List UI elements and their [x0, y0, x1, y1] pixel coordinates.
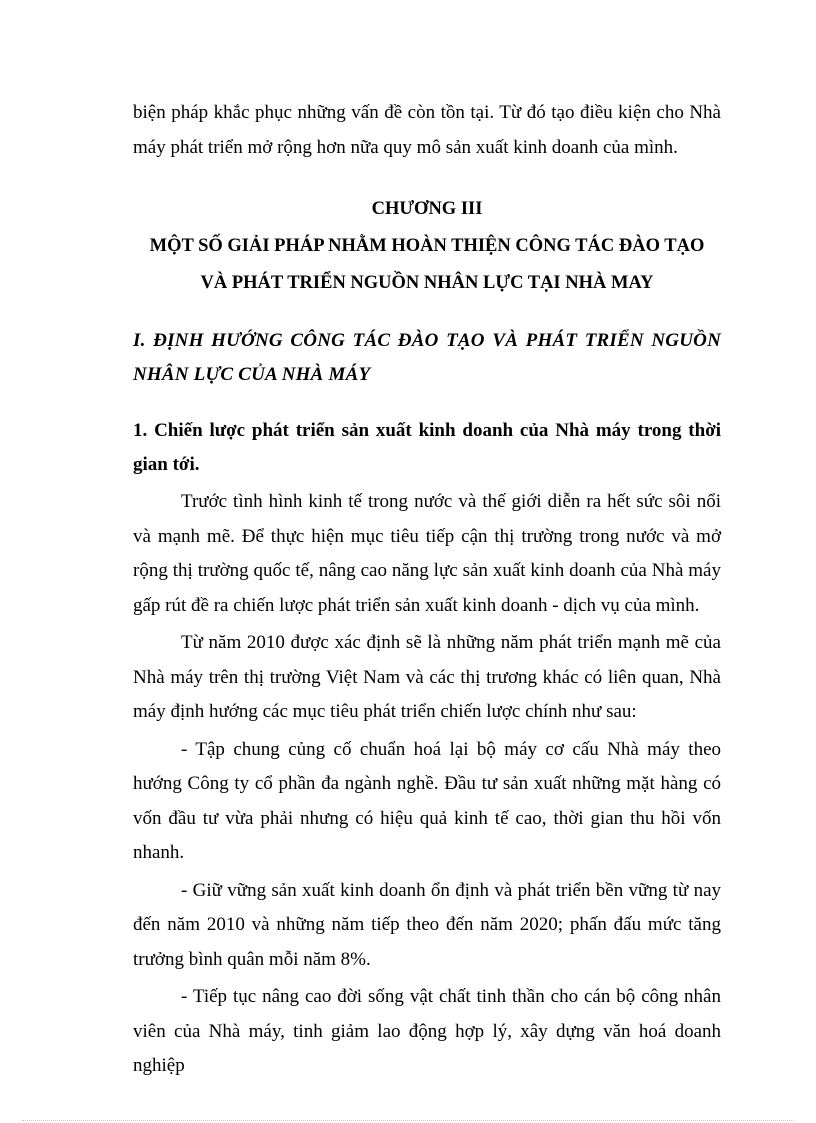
chapter-number: CHƯƠNG III [371, 199, 483, 219]
body-paragraph: - Giữ vững sản xuất kinh doanh ổn định và phát triển bền vững từ nay đến năm 2010 và những năm tiếp theo đến năm 2020; phấn đấu mức tăng trưởng bình quân mỗi năm 8%. [133, 879, 721, 970]
body-paragraph: - Tập chung củng cố chuẩn hoá lại bộ máy cơ cấu Nhà máy theo hướng Công ty cổ phần đa ngành nghề. Đầu tư sản xuất những mặt hàng có vốn đầu tư vừa phải nhưng có hiệu quả kinh tế cao, thời gian thu hồi vốn nhanh. [133, 738, 721, 863]
body-paragraph: Trước tình hình kinh tế trong nước và thế giới diễn ra hết sức sôi nổi và mạnh mẽ. Để thực hiện mục tiêu tiếp cận thị trường trong nước và mở rộng thị trường quốc tế, nâng cao năng lực sản xuất kinh doanh của Nhà máy gấp rút đề ra chiến lược phát triển sản xuất kinh doanh - dịch vụ của mình. [133, 491, 721, 616]
page-bottom-divider [22, 1120, 794, 1121]
body-paragraph: - Tiếp tục nâng cao đời sống vật chất tinh thần cho cán bộ công nhân viên của Nhà máy, tinh giảm lao động hợp lý, xây dựng văn hoá doanh nghiệp [133, 986, 721, 1076]
page-content [133, 96, 721, 1084]
intro-paragraph: biện pháp khắc phục những vấn đề còn tồn tại. Từ đó tạo điều kiện cho Nhà máy phát triển mở rộng hơn nữa quy mô sản xuất kinh doanh của mình. [133, 102, 721, 158]
section-heading: I. ĐỊNH HƯỚNG CÔNG TÁC ĐÀO TẠO VÀ PHÁT TRIỂN NGUỒN NHÂN LỰC CỦA NHÀ MÁY [133, 330, 721, 385]
chapter-title-line-2: VÀ PHÁT TRIỂN NGUỒN NHÂN LỰC TẠI NHÀ MAY [200, 273, 654, 293]
subsection-heading: 1. Chiến lược phát triển sản xuất kinh doanh của Nhà máy trong thời gian tới. [133, 420, 721, 475]
chapter-title-line-1: MỘT SỐ GIẢI PHÁP NHẰM HOÀN THIỆN CÔNG TÁC ĐÀO TẠO [149, 236, 705, 256]
chapter-heading-block [133, 191, 721, 302]
body-paragraph: Từ năm 2010 được xác định sẽ là những năm phát triển mạnh mẽ của Nhà máy trên thị trường Việt Nam và các thị trương khác có liên quan, Nhà máy định hướng các mục tiêu phát triển chiến lược chính như sau: [133, 632, 721, 722]
